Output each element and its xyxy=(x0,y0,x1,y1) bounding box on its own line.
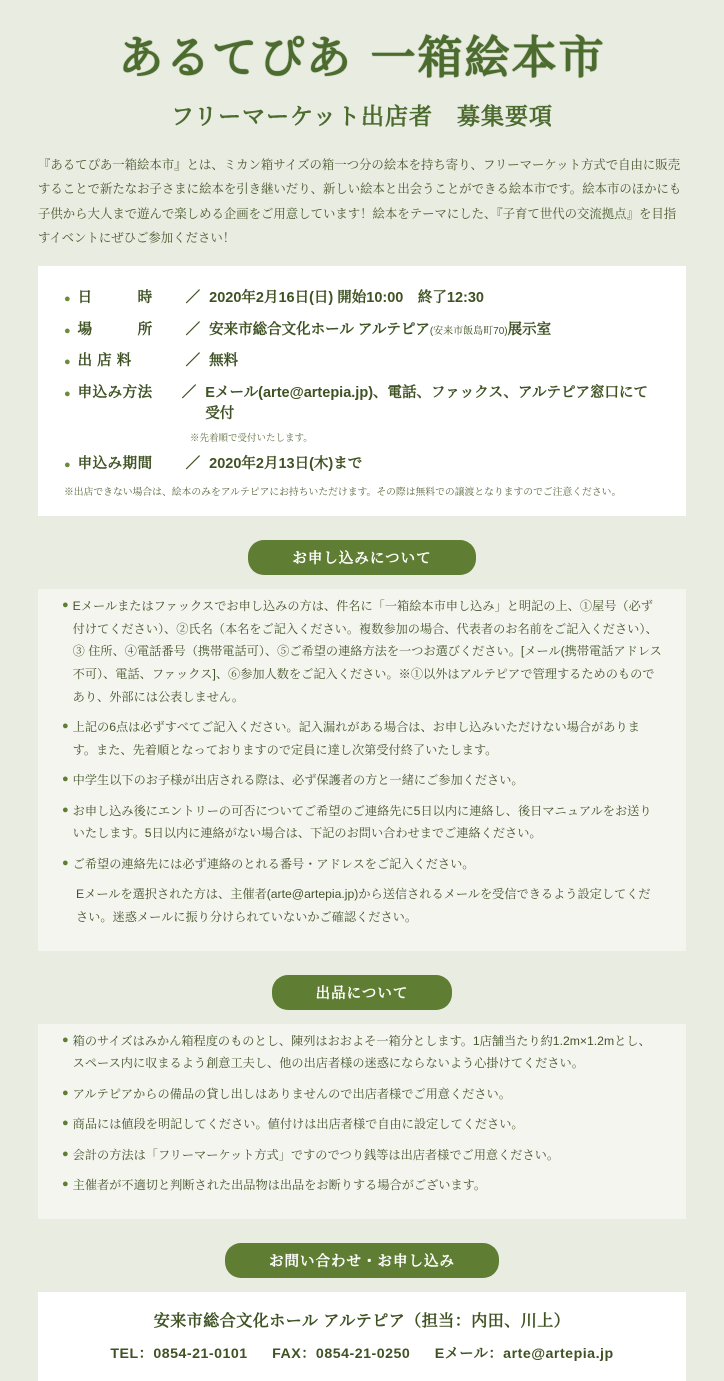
list-item xyxy=(62,1174,662,1197)
info-row-place xyxy=(64,318,660,341)
list-item xyxy=(62,1083,662,1106)
page-title: あるてぴあ 一箱絵本市 xyxy=(118,31,606,84)
section-exhibit-heading: 出品について xyxy=(272,975,453,1010)
info-label-date: 日 時 xyxy=(77,290,153,306)
contact-heading: お問い合わせ・お申し込み xyxy=(225,1243,499,1278)
info-value-fee: 無料 xyxy=(209,353,239,370)
list-item xyxy=(62,800,662,845)
bullet-icon: ● xyxy=(62,1117,69,1130)
section-apply-heading-wrap xyxy=(38,540,686,575)
bullet-icon: ● xyxy=(64,387,71,400)
list-item xyxy=(62,716,662,761)
intro-paragraph: 『あるてぴあ一箱絵本市』とは、ミカン箱サイズの箱一つ分の絵本を持ち寄り、フリーマーケット方式で自由に販売することで新たなお子さまに絵本を引き継いだり、新しい絵本と出会うことができる絵本市です。絵本市のほかにも子供から大人まで遊んで楽しめる企画をご用意しています！絵本をテーマにした、『子育て世代の交流拠点』を目指すイベントにぜひご参加ください！ xyxy=(38,158,682,245)
contact-fax: FAX：0854-21-0250 xyxy=(272,1345,411,1362)
separator-slash: ／ xyxy=(185,321,201,338)
info-value-place-room: 展示室 xyxy=(507,321,552,338)
list-item-text: ご希望の連絡先には必ず連絡のとれる番号・アドレスをご記入ください。 xyxy=(72,856,475,871)
info-value-date: 2020年2月16日(日) 開始10:00 終了12:30 xyxy=(209,290,484,306)
info-row-period xyxy=(64,452,660,475)
info-value-place-address: (安来市飯島町70) xyxy=(429,325,508,337)
page-subtitle: フリーマーケット出店者 募集要項 xyxy=(171,103,553,130)
contact-organization: 安来市総合文化ホール アルテピア（担当：内田、川上） xyxy=(153,1312,571,1330)
list-item xyxy=(62,1113,662,1136)
info-label-period: 申込み期間 xyxy=(77,456,153,473)
contact-tel: TEL：0854-21-0101 xyxy=(110,1345,248,1362)
separator-slash: ／ xyxy=(185,290,201,306)
list-item-text: 商品には値段を明記してください。値付けは出店者様で自由に設定してください。 xyxy=(72,1117,524,1132)
list-item-trailing-text: Eメールを選択された方は、主催者(arte@artepia.jp)から送信されるメールを受信できるよう設定してください。迷惑メールに振り分けられていないかご確認ください。 xyxy=(76,887,651,925)
bullet-icon: ● xyxy=(62,773,69,786)
section-apply-heading: お申し込みについて xyxy=(248,540,475,575)
bullet-icon: ● xyxy=(64,293,71,305)
info-value-method: Eメール(arte@artepia.jp)、電話、ファックス、アルテピア窓口にて受付 xyxy=(205,384,648,422)
list-item xyxy=(62,1030,662,1075)
panel-footnote: ※出店できない場合は、絵本のみをアルテピアにお持ちいただけます。その際は無料での譲渡となりますのでご注意ください。 xyxy=(64,486,622,498)
info-value-place: 安来市総合文化ホール アルテピア xyxy=(209,321,430,338)
info-label-fee: 出 店 料 xyxy=(77,353,132,370)
bullet-icon: ● xyxy=(62,1178,69,1191)
section-exhibit-heading-wrap xyxy=(38,975,686,1010)
list-item xyxy=(62,1144,662,1167)
list-item-text: 中学生以下のお子様が出店される際は、必ず保護者の方と一緒にご参加ください。 xyxy=(72,773,524,788)
list-item-text: Eメールまたはファックスでお申し込みの方は、件名に「一箱絵本市申し込み」と明記の上、①屋号（必ず付けてください）、②氏名（本名をご記入ください。複数参加の場合、代表者のお名前をご記入ください）、③ 住所、④電話番号（携帯電話可）、⑤ご希望の連絡方法を一つお選びください。[メール(携帯電話アドレス不可）、電話、ファックス]、⑥参加人数をご記入ください。※①以外はアルテピアで管理するためのものであり、外部には公表しません。 xyxy=(72,599,662,704)
section-apply-body xyxy=(38,589,686,950)
contact-email[interactable]: Eメール：arte@artepia.jp xyxy=(434,1345,614,1362)
bullet-icon: ● xyxy=(62,1147,69,1160)
info-row-date xyxy=(64,286,660,309)
contact-details xyxy=(38,1343,686,1363)
separator-slash: ／ xyxy=(185,456,201,473)
event-info-panel xyxy=(38,266,686,516)
bullet-icon: ● xyxy=(62,1086,69,1099)
separator-slash: ／ xyxy=(181,384,197,401)
info-label-place: 場 所 xyxy=(77,321,153,338)
bullet-icon: ● xyxy=(62,1033,69,1046)
list-item-text: 主催者が不適切と判断された出品物は出品をお断りする場合がございます。 xyxy=(72,1178,487,1193)
bullet-icon: ● xyxy=(64,324,71,337)
bullet-icon: ● xyxy=(64,356,71,369)
info-label-method: 申込み方法 xyxy=(77,384,153,401)
list-item-text: お申し込み後にエントリーの可否についてご希望のご連絡先に5日以内に連絡し、後日マニュアルをお送りいたします。5日以内に連絡がない場合は、下記のお問い合わせまでご連絡ください。 xyxy=(72,803,652,841)
list-item-text: 箱のサイズはみかん箱程度のものとし、陳列はおおよそ一箱分とします。1店舗当たり約1.2m×1.2mとし、スペース内に収まるよう創意工夫し、他の出店者様の迷惑にならないよう心掛けてください。 xyxy=(72,1033,651,1071)
bullet-icon: ● xyxy=(62,856,69,869)
list-item-text: 上記の6点は必ずすべてご記入ください。記入漏れがある場合は、お申し込みいただけない場合があります。また、先着順となっておりますので定員に達し次第受付終了いたします。 xyxy=(72,720,640,757)
list-item-text: 会計の方法は「フリーマーケット方式」ですのでつり銭等は出店者様でご用意ください。 xyxy=(72,1147,560,1162)
bullet-icon: ● xyxy=(64,459,71,472)
list-item xyxy=(62,853,662,876)
info-row-fee xyxy=(64,349,660,372)
contact-box xyxy=(38,1292,686,1381)
bullet-icon: ● xyxy=(62,720,69,733)
separator-slash: ／ xyxy=(185,353,201,370)
bullet-icon: ● xyxy=(62,599,69,612)
contact-heading-wrap xyxy=(38,1243,686,1278)
info-note-method: ※先着順で受付いたします。 xyxy=(190,432,313,444)
list-item-text: アルテピアからの備品の貸し出しはありませんので出店者様でご用意ください。 xyxy=(72,1086,511,1101)
list-item xyxy=(62,595,662,708)
info-value-period: 2020年2月13日(木)まで xyxy=(209,456,363,473)
bullet-icon: ● xyxy=(62,803,69,816)
section-exhibit-body xyxy=(38,1024,686,1219)
info-row-method xyxy=(64,381,660,423)
list-item xyxy=(62,769,662,792)
